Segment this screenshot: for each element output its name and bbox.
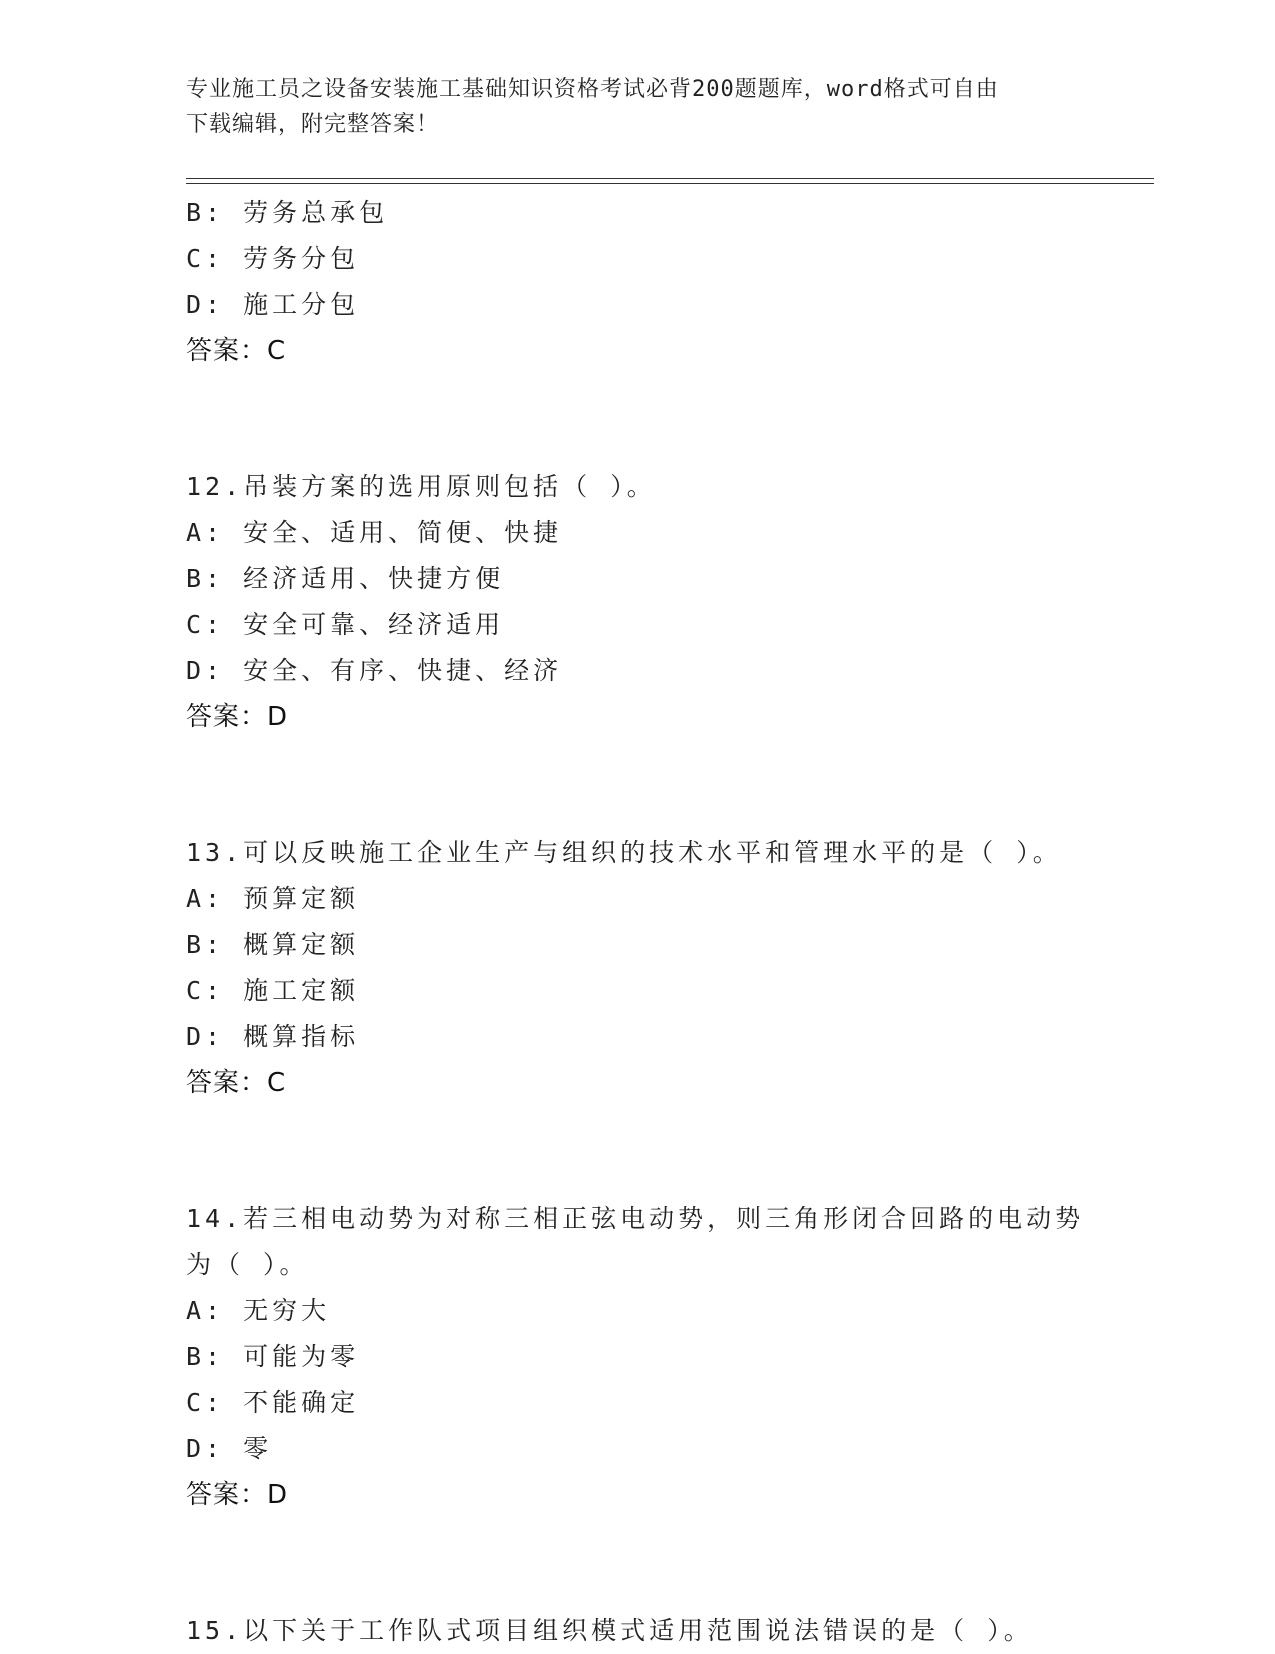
- option-d: D: 概算指标: [186, 1022, 360, 1051]
- question-block-previous: [186, 190, 1086, 374]
- option-b: B: 经济适用、快捷方便: [186, 564, 505, 593]
- question-block-15: [186, 1608, 1086, 1654]
- question-stem: 15.以下关于工作队式项目组织模式适用范围说法错误的是（ ）。: [186, 1616, 1033, 1645]
- option-a: A: 预算定额: [186, 884, 360, 913]
- answer-line: 答案：C: [186, 1068, 287, 1098]
- question-block-12: [186, 464, 1086, 740]
- option-c: C: 施工定额: [186, 976, 360, 1005]
- question-stem: 13.可以反映施工企业生产与组织的技术水平和管理水平的是（ ）。: [186, 838, 1062, 867]
- option-c: C: 劳务分包: [186, 244, 360, 273]
- spacer: [186, 374, 1086, 464]
- question-stem-line-2: 为（ ）。: [186, 1250, 309, 1279]
- option-c: C: 安全可靠、经济适用: [186, 610, 505, 639]
- answer-line: 答案：D: [186, 702, 289, 732]
- option-c: C: 不能确定: [186, 1388, 360, 1417]
- spacer: [186, 1518, 1086, 1608]
- header-line-2: 下载编辑，附完整答案！: [186, 112, 440, 137]
- option-b: B: 可能为零: [186, 1342, 360, 1371]
- option-b: B: 劳务总承包: [186, 198, 389, 227]
- option-d: D: 零: [186, 1434, 273, 1463]
- option-d: D: 施工分包: [186, 290, 360, 319]
- header-divider-top: [186, 178, 1154, 179]
- answer-line: 答案：D: [186, 1480, 289, 1510]
- header-line-1: 专业施工员之设备安装施工基础知识资格考试必背200题题库，word格式可自由: [186, 77, 999, 102]
- question-stem-line-1: 14.若三相电动势为对称三相正弦电动势，则三角形闭合回路的电动势: [186, 1204, 1085, 1233]
- option-b: B: 概算定额: [186, 930, 360, 959]
- question-list: [186, 190, 1086, 1654]
- option-d: D: 安全、有序、快捷、经济: [186, 656, 563, 685]
- spacer: [186, 740, 1086, 830]
- option-a: A: 无穷大: [186, 1296, 331, 1325]
- option-a: A: 安全、适用、简便、快捷: [186, 518, 563, 547]
- answer-line: 答案：C: [186, 336, 287, 366]
- spacer: [186, 1106, 1086, 1196]
- question-block-14: [186, 1196, 1086, 1518]
- document-header: [186, 72, 1066, 142]
- question-stem: 12.吊装方案的选用原则包括（ ）。: [186, 472, 656, 501]
- question-block-13: [186, 830, 1086, 1106]
- header-divider-bottom: [186, 183, 1154, 184]
